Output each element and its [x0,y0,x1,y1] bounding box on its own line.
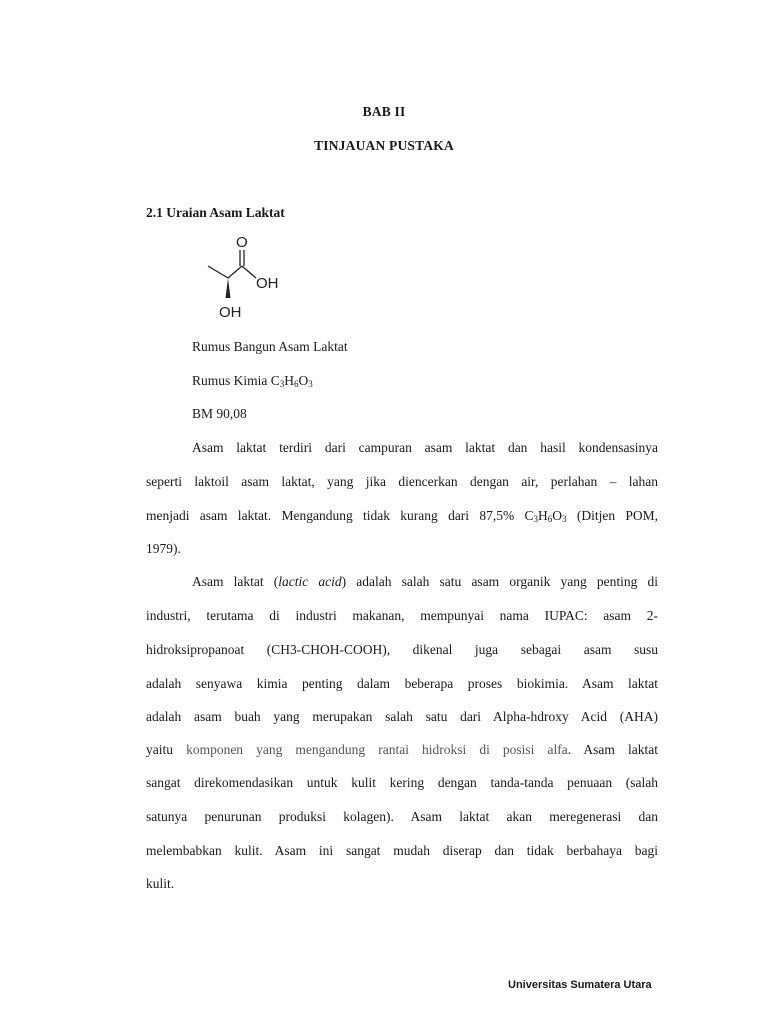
para2-line8: satunya penurunan produksi kolagen). Asam laktat akan meregenerasi dan [146,809,658,824]
footer-university: Universitas Sumatera Utara [508,979,652,991]
para2-line4: adalah senyawa kimia penting dalam beberapa proses biokimia. Asam laktat [146,676,658,691]
para1-line4: 1979). [146,541,181,556]
para2-line3: hidroksipropanoat (CH3-CHOH-COOH), dikenal juga sebagai asam susu [146,642,658,657]
para2-line1: Asam laktat (lactic acid) adalah salah satu asam organik yang penting di [192,574,658,589]
para2-line6: yaitu komponen yang mengandung rantai hidroksi di posisi alfa. Asam laktat [146,742,658,757]
para2-line5: adalah asam buah yang merupakan salah satu dari Alpha-hdroxy Acid (AHA) [146,709,658,724]
para2-line7: sangat direkomendasikan untuk kulit kering dengan tanda-tanda penuaan (salah [146,775,658,790]
atom-hydroxyl-alcohol: OH [219,304,242,320]
chapter-title: TINJAUAN PUSTAKA [314,138,454,153]
para2-line10: kulit. [146,876,175,891]
molecular-weight: BM 90,08 [192,406,247,421]
structure-label: Rumus Bangun Asam Laktat [192,339,348,354]
section-heading: 2.1 Uraian Asam Laktat [146,205,285,220]
para2-line9: melembabkan kulit. Asam ini sangat mudah diserap dan tidak berbahaya bagi [146,843,658,858]
bond-c-oh [242,266,256,278]
para1-line3: menjadi asam laktat. Mengandung tidak kurang dari 87,5% $C_3H_6O_3$ (Ditjen POM, [146,508,658,524]
chapter-number: BAB II [362,104,406,119]
bond-methyl [208,266,228,278]
lactic-acid-structure [200,228,290,320]
atom-hydroxyl-acid: OH [256,275,279,292]
para1-line1: Asam laktat terdiri dari campuran asam laktat dan hasil kondensasinya [192,440,658,455]
wedge-bond [226,278,231,298]
atom-oxygen: O [236,234,248,251]
chemical-formula: Rumus Kimia $C_3H_6O_3$ [192,373,313,389]
bond-carboxyl [228,266,242,278]
para2-line2: industri, terutama di industri makanan, mempunyai nama IUPAC: asam 2- [146,608,658,623]
para1-line2: seperti laktoil asam laktat, yang jika diencerkan dengan air, perlahan – lahan [146,474,658,489]
